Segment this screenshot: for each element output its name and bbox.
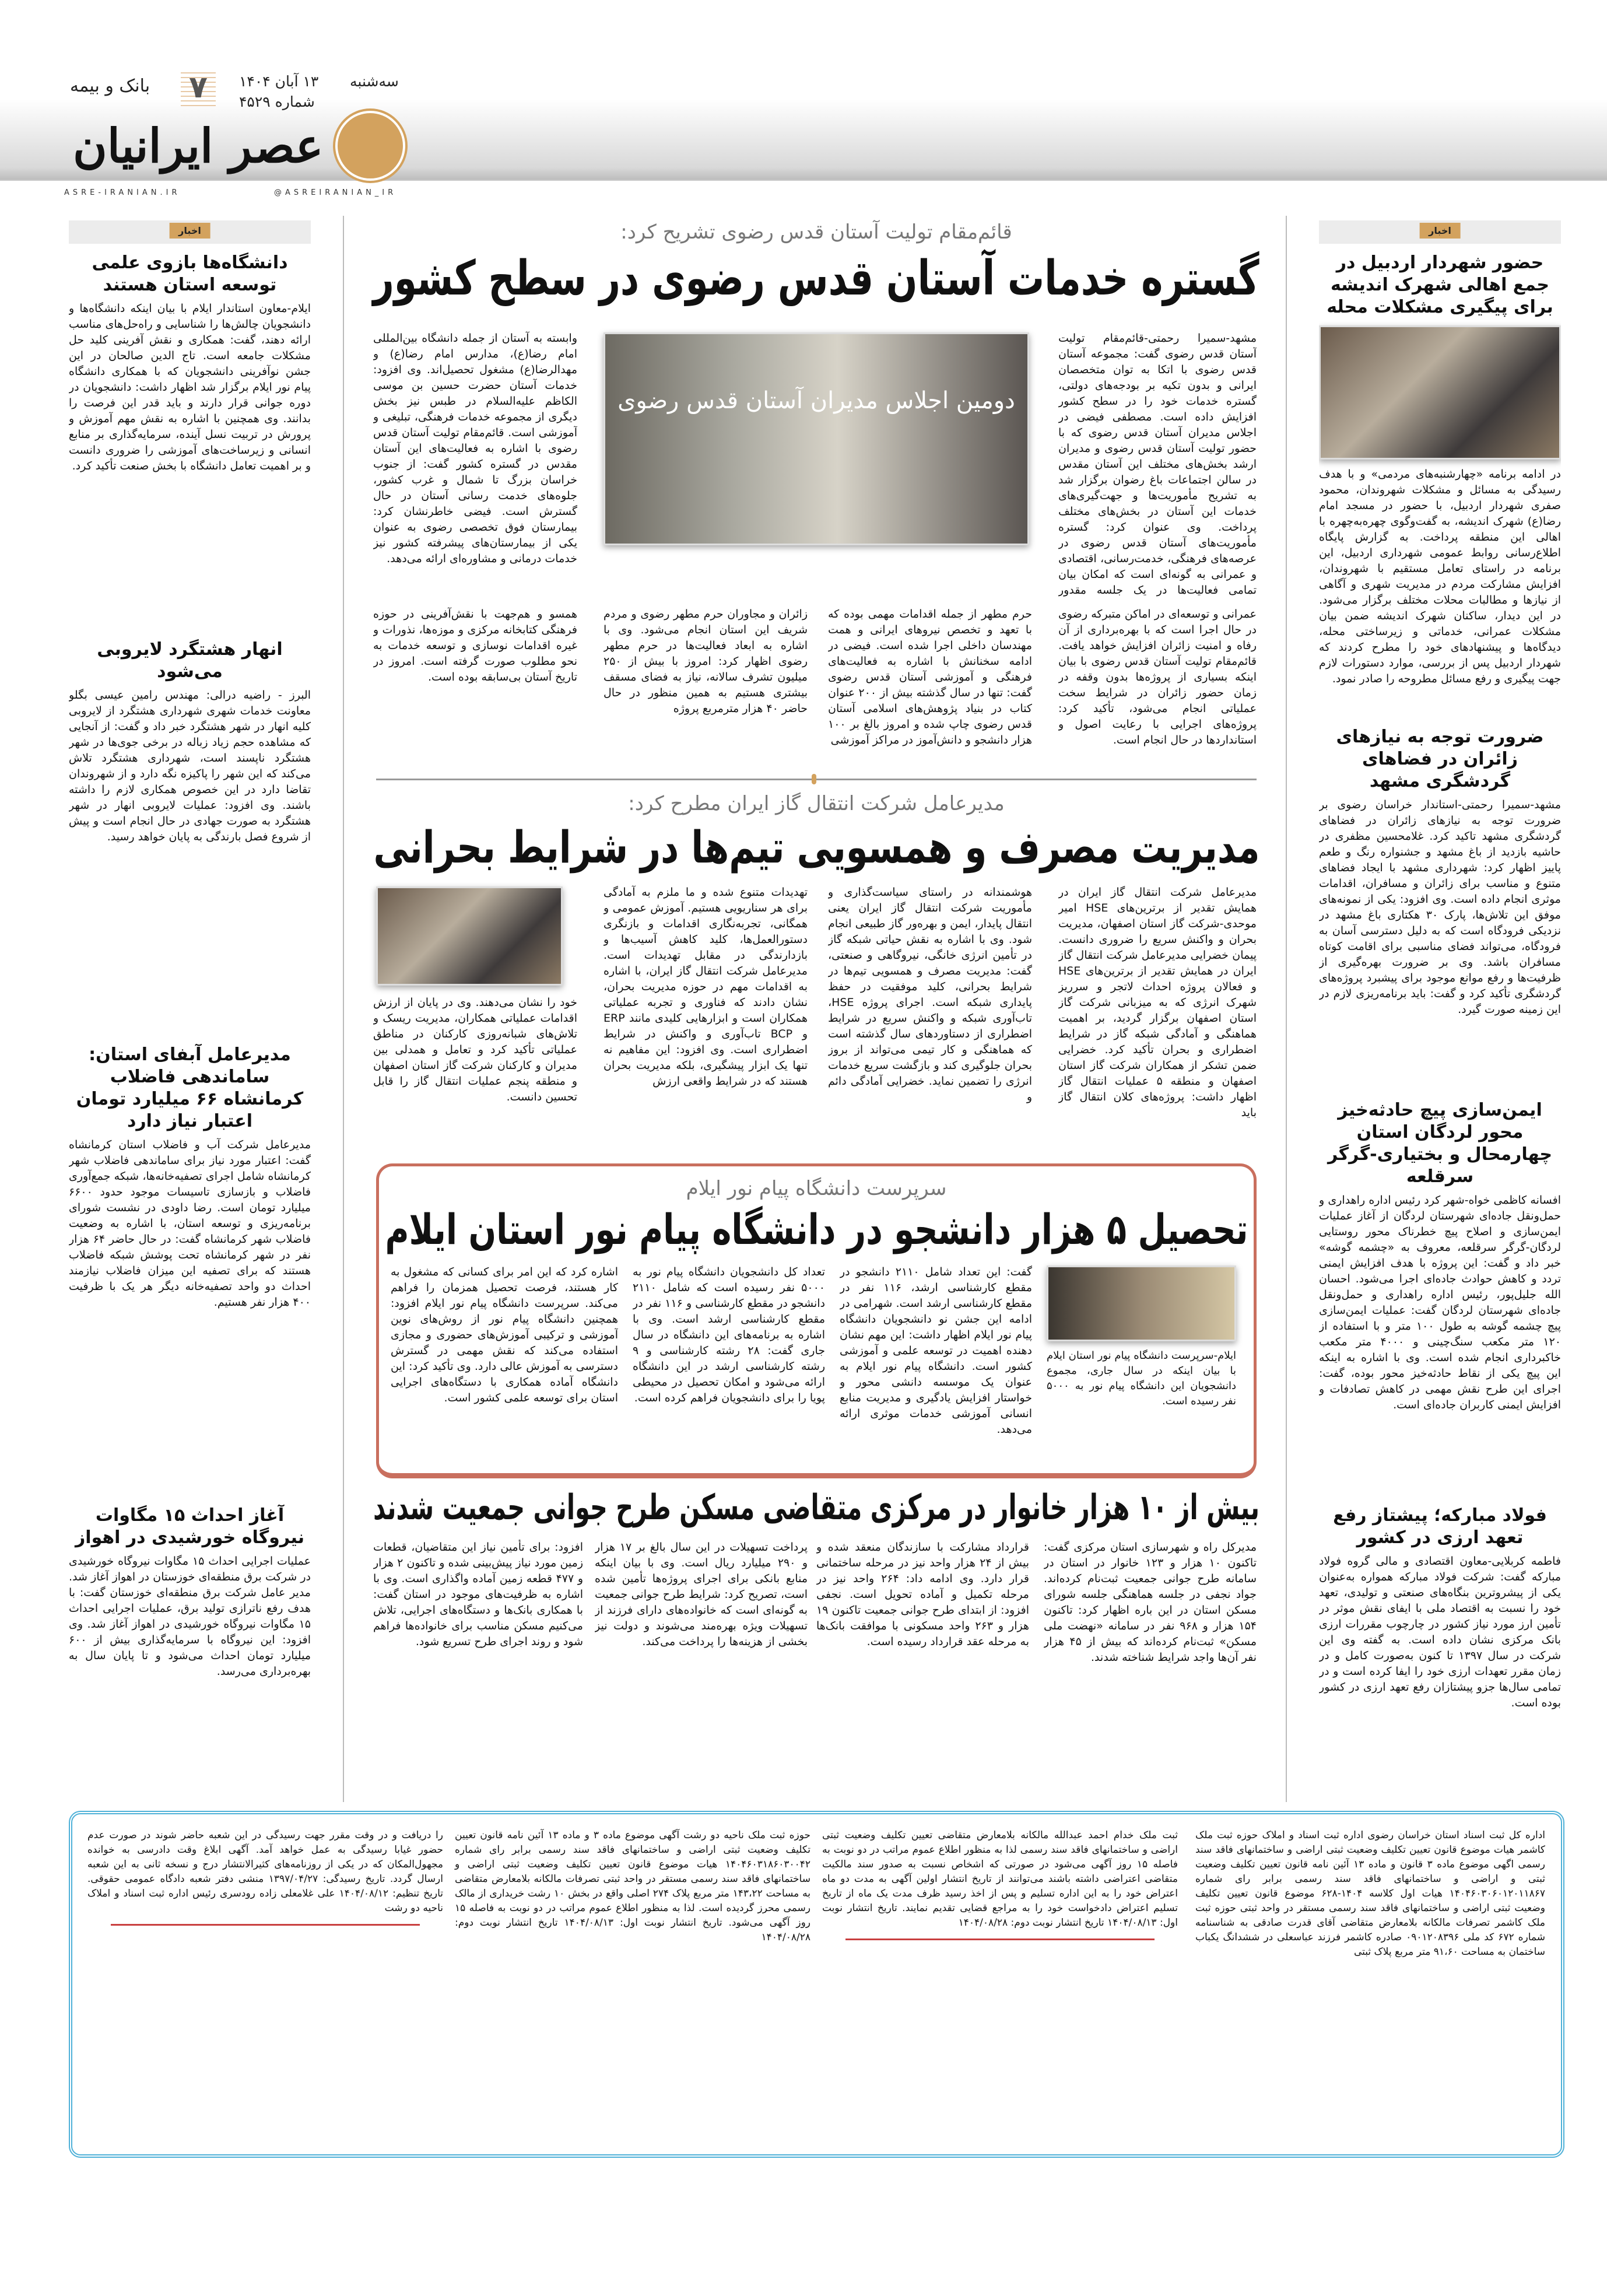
story-kicker: قائم‌مقام تولیت آستان قدس رضوی تشریح کرد:: [620, 220, 1012, 244]
news-item: [69, 252, 311, 625]
notice-divider: [111, 1924, 420, 1926]
newspaper-logo: [61, 117, 411, 181]
article-column: افزود: برای تأمین نیاز این متقاضیان، قطعات زمین مورد نیاز پیش‌بینی شده و تاکنون ۲ هزار و ۴۷۷ قطعه زمین آماده واگذاری است. وی با اشاره به ظرفیت‌های موجود در استان گفت: با همکاری بانک‌ها و دستگاه‌های اجرایی، تلاش می‌کنیم مسکن مناسب برای خانواده‌ها فراهم شود و روند اجرای طرح تسریع شود.: [373, 1541, 583, 1648]
legal-notice: را دریافت و در وقت مقرر جهت رسیدگی در این شعبه حاضر شوند در صورت عدم حضور غیابا رسیدگی به عمل خواهد آمد. آگهی ابلاغ وقت دادرسی به خوانده مجهول‌المکان که در یکی از روزنامه‌های کثیرالانتشار درج و نسخه ثانی به این شعبه ارسال گردد. تاریخ رسیدگی: ۱۳۹۷/۰۴/۲۷ منشی دفتر شعبه دادگاه عمومی حقوقی. تاریخ تنظیم: ۱۴۰۴/۰۸/۱۲ علی غلامعلی زاده رودسری رئیس اداره ثبت اسناد و املاک ناحیه دو رشت: [87, 1829, 443, 1914]
date: ۱۳ آبان ۱۴۰۴: [239, 73, 319, 90]
lead-headline[interactable]: گستره خدمات آستان قدس رضوی در سطح کشور: [373, 251, 1259, 306]
news-body: مدیرعامل شرکت آب و فاضلاب استان کرمانشاه گفت: اعتبار مورد نیاز برای ساماندهی فاضلاب شهر کرمانشاه شامل اجرای تصفیه‌خانه‌ها، شبکه جمع‌آوری فاضلاب و بازسازی تاسیسات موجود حدود ۶۶۰۰ میلیارد تومان است. رضا داودی در نشست شورای برنامه‌ریزی و توسعه استان، با اشاره به وضعیت فاضلاب شهر کرمانشاه گفت: در حال حاضر ۶۴ هزار نفر در شهر کرمانشاه تحت پوشش شبکه فاضلاب هستند که برای تصفیه این میزان فاضلاب نیازمند احداث دو واحد تصفیه‌خانه دیگر هر یک با ظرفیت ۴۰۰ هزار نفر هستیم.: [69, 1138, 311, 1309]
notice-column: [1195, 1828, 1545, 2143]
news-headline[interactable]: دانشگاه‌ها بازوی علمی توسعه استان هستند: [92, 253, 288, 295]
separator-ornament: [812, 774, 816, 784]
news-headline[interactable]: فولاد مبارکه؛ پیشتاز رفع تعهد ارزی در کشور: [1333, 1505, 1547, 1548]
section-tab: [69, 220, 311, 244]
news-item: [1319, 252, 1561, 713]
section-tab-label: اخبار: [1419, 223, 1461, 239]
news-headline[interactable]: مدیرعامل آبفای استان: ساماندهی فاضلاب کرمانشاه ۶۶ میلیارد تومان اعتبار نیاز دارد: [76, 1044, 304, 1131]
legal-notice: اداره کل ثبت اسناد استان خراسان رضوی اداره ثبت اسناد و املاک حوزه ثبت ملک کاشمر هیات موضوع قانون تعیین تکلیف وضعیت ثبتی اراضی و ساختمانهای فاقد سند رسمی اگهی موضوع ماده ۳ قانون و ماده ۱۳ آئین نامه قانون تعیین تکلیف وضعیت ثبتی و اراضی و ساختمانهای فاقد سند رسمی برابر رای شماره ۱۴۰۴۶۰۳۰۶۰۱۲۰۱۱۸۶۷ هیات اول کلاسه ۱۴۰۴-۶۲۸ موضوع قانون تعیین تکلیف وضعیت ثبتی اراضی و ساختمانهای فاقد سند رسمی مستقر در واحد ثبتی حوزه ثبت ملک کاشمر تصرفات مالکانه بلامعارض متقاضی آقای قدرت صادقی به شناسنامه شماره ۶۷۲ کد ملی ۰۹۰۱۲۰۸۳۹۶ صادره کاشمر فرزند عباسعلی در ششدانگ یکباب ساختمان به مساحت ۹۱،۶۰ متر مربع پلاک ثبتی: [1195, 1829, 1545, 1958]
article-column: زائران و مجاوران حرم مطهر رضوی و مردم شریف این استان انجام می‌شود. وی با اشاره به ابعاد فعالیت‌ها در حرم مطهر رضوی اظهار کرد: امروز با بیش از ۲۵۰ میلیون تشرف سالانه، نیاز به فضای مسقف بیشتری هستیم به همین منظور در حال حاضر ۴۰ هزار مترمربع پروژه: [603, 608, 808, 715]
article-column: همسو و هم‌جهت با نقش‌آفرینی در حوزه فرهنگی کتابخانه مرکزی و موزه‌ها، نذورات و غیره اقدامات نوسازی و توسعه خدمات به نحو مطلوب صورت گرفته است. امروز در تاریخ آستان بی‌سابقه بوده است.: [373, 608, 577, 683]
article-column: تهدیدات متنوع شده و ما ملزم به آمادگی برای هر سناریویی هستیم. آموزش عمومی و همگانی، تجربه‌نگاری اقدامات و بازنگری دستورالعمل‌ها، کلید کاهش آسیب‌ها و بازدارندگی در مقابل تهدیدات است. مدیرعامل شرکت انتقال گاز ایران، با اشاره به اقدامات مهم در حوزه مدیریت بحران، نشان دادند که فناوری و تجربه عملیاتی همکاران است و ابزارهایی کلیدی مانند ERP و BCP تاب‌آوری و واکنش در شرایط اضطراری است. وی افزود: این مفاهیم نه تنها یک ابزار پیشگیری، بلکه مدیریت بحران هستند که در شرایط واقعی ارزش: [603, 886, 808, 1088]
news-headline[interactable]: آغاز احداث ۱۵ مگاوات نیروگاه خورشیدی در اهواز: [75, 1505, 304, 1548]
news-body: افسانه کاظمی خواه-شهر کرد رئیس اداره راهداری و حمل‌ونقل جاده‌ای شهرستان لردگان از آغاز عملیات ایمن‌سازی و اصلاح پیچ خطرناک محور روستایی لردگان-گرگر سرقلعه، معروف به «چشمه گوشه» خبر داد و گفت: این پروژه با هدف افزایش ایمنی تردد و کاهش حوادث جاده‌ای اجرا می‌شود. احسان الله جلیل‌پور، رئیس اداره راهداری و حمل‌ونقل جاده‌ای شهرستان لردگان گفت: عملیات ایمن‌سازی پیچ چشمه گوشه به طول ۱۰۰ متر و با استفاده از ۱۲۰ متر مکعب سنگ‌چینی و ۴۰۰۰ متر مکعب خاکبرداری انجام شده است. وی با اشاره به اینکه این پیچ یکی از نقاط حادثه‌خیز محور بوده، گفت: اجرای این طرح نقش مهمی در کاهش تصادفات و افزایش ایمنی کاربران جاده‌ای است.: [1319, 1194, 1561, 1411]
news-body: عملیات اجرایی احداث ۱۵ مگاوات نیروگاه خورشیدی در شرکت برق منطقه‌ای خوزستان در اهواز آغاز شد. مدیر عامل شرکت برق منطقه‌ای خوزستان گفت: با هدف رفع ناترازی تولید برق، عملیات اجرایی احداث ۱۵ مگاوات نیروگاه خورشیدی در اهواز آغاز شد. وی افزود: این نیروگاه با سرمایه‌گذاری بیش از ۶۰۰ میلیارد تومان احداث می‌شود و تا پایان سال به بهره‌برداری می‌رسد.: [69, 1555, 311, 1678]
story-kicker: مدیرعامل شرکت انتقال گاز ایران مطرح کرد:: [628, 792, 1005, 815]
social-handle[interactable]: @ASREIRANIAN_IR: [274, 188, 397, 197]
article-column: گفت: این تعداد شامل ۲۱۱۰ دانشجو در مقطع کارشناسی ارشد، ۱۱۶ نفر در مقطع کارشناسی ارشد است. شهرامی در ادامه این جشن نو دانشجویان دانشگاه پیام نور ایلام اظهار داشت: این مهم نشان دهنده اهمیت در توسعه علمی و آموزشی کشور است. دانشگاه پیام نور ایلام به عنوان یک موسسه دانشی محور و خواستار افزایش یادگیری و مدیریت منابع انسانی آموزشی خدمات موثری ارائه می‌دهد.: [840, 1266, 1032, 1436]
gas-conference-photo: [376, 886, 563, 986]
news-headline[interactable]: ایمن‌سازی پیچ حادثه‌خیز محور لردگان استان چهارمحال و بختیاری-گرگر سرقلعه: [1327, 1100, 1553, 1187]
legal-notice: ثبت ملک خدام احمد عبدالله مالکانه بلامعارض متقاضی تعیین تکلیف وضعیت ثبتی اراضی و ساختمانهای فاقد سند رسمی لذا به منظور اطلاع عموم مراتب در دو نوبت به فاصله ۱۵ روز آگهی می‌شود در صورتی که اشخاص نسبت به صدور سند مالکیت متقاضی اعتراضی داشته باشند می‌توانند از تاریخ انتشار اولین آگهی به مدت دو ماه اعتراض خود را به این اداره تسلیم و پس از اخذ رسید ظرف مدت یک ماه از تاریخ تسلیم اعتراض دادخواست خود را به مراجع قضایی تقدیم نمایند. تاریخ انتشار نوبت اول: ۱۴۰۴/۰۸/۱۳ تاریخ انتشار نوبت دوم: ۱۴۰۴/۰۸/۲۸: [822, 1829, 1178, 1929]
news-item: [1319, 726, 1561, 1088]
news-body: فاطمه کربلایی-معاون اقتصادی و مالی گروه فولاد مبارکه گفت: شرکت فولاد مبارکه همواره به‌عنوان یکی از پیشروترین بنگاه‌های صنعتی و تولیدی، تعهد خود را نسبت به اقتصاد ملی با ایفای نقش موثر در تأمین ارز مورد نیاز کشور در چارچوب مقررات ارزی بانک مرکزی نشان داده است. به گفته وی این شرکت در سال ۱۳۹۷ تا کنون به‌صورت کامل و در زمان مقرر تعهدات ارزی خود را ایفا کرده است و در تمامی سال‌ها جزو پیشتازان رفع تعهد ارزی در کشور بوده است.: [1319, 1555, 1561, 1709]
section-title: بانک و بیمه: [70, 76, 150, 96]
story-headline[interactable]: مدیریت مصرف و همسویی تیم‌ها در شرایط بحرانی: [373, 821, 1259, 873]
section-tab: [1319, 220, 1561, 244]
story-kicker: سرپرست دانشگاه پیام نور ایلام: [686, 1177, 947, 1200]
news-headline[interactable]: ضرورت توجه به نیازهای زائران در فضاهای گردشگری مشهد: [1336, 727, 1544, 791]
section-separator: [376, 779, 1257, 780]
logo-wordmark: عصر ایرانیان: [73, 118, 324, 173]
notice-divider: [845, 1939, 1155, 1940]
article-column: عمرانی و توسعه‌ای در اماکن متبرکه رضوی در حال اجرا است که با بهره‌برداری از آن رفاه و امنیت زائران افزایش خواهد یافت. قائم‌مقام تولیت آستان قدس رضوی با بیان اینکه بسیاری از پروژه‌ها بدون وقفه در زمان حضور زائران در شرایط سخت عملیاتی انجام می‌شود، تأکید کرد: پروژه‌های اجرایی با رعایت اصول و استانداردها در حال انجام است.: [1058, 608, 1257, 746]
news-body: ایلام-معاون استاندار ایلام با بیان اینکه دانشگاه‌ها و دانشجویان چالش‌ها را شناسایی و راه‌حل‌های مناسب ارائه دهند، گفت: همکاری و نقش آفرینی کلید حل مشکلات جامعه است. تاج الدین صالحان در این جشن نوآفرینی دانشجویان که با همکاری دانشگاه پیام نور ایلام برگزار شد اظهار داشت: دانشجویان در دوره جوانی قرار دارند و باید قدر این فرصت را بدانند. وی همچنین با اشاره به نقش مهم آموزش و پرورش در تربیت نسل آینده، سرمایه‌گذاری بر منابع انسانی و زیرساخت‌های آموزشی را ضروری دانست و بر اهمیت تعامل دانشگاه با بخش صنعت تأکید کرد.: [69, 302, 311, 472]
story-headline[interactable]: تحصیل ۵ هزار دانشجو در دانشگاه پیام نور استان ایلام: [385, 1205, 1248, 1254]
article-column: پرداخت تسهیلات در این سال بالغ بر ۱۷ هزار و ۲۹۰ میلیارد ریال است. وی با بیان اینکه منابع بانکی برای اجرای پروژه‌ها تأمین شده است، تصریح کرد: شرایط طرح جوانی جمعیت به گونه‌ای است که خانواده‌های دارای فرزند از تسهیلات ویژه بهره‌مند می‌شوند و دولت نیز بخشی از هزینه‌ها را پرداخت می‌کند.: [595, 1541, 808, 1648]
logo-emblem: [335, 111, 405, 181]
news-item: [1319, 1505, 1561, 1796]
news-item: [69, 639, 311, 1023]
news-body: در ادامه برنامه «چهارشنبه‌های مردمی» و با هدف رسیدگی به مسائل و مشکلات شهروندان، محمود صفری شهردار اردبیل، با حضور در مسجد امام رضا(ع) شهرک اندیشه، به گفت‌وگوی چهره‌به‌چهره با اهالی این منطقه پرداخت. به گزارش پایگاه اطلاع‌رسانی روابط عمومی شهرداری اردبیل، این برنامه در راستای تعامل مستقیم با شهروندان، افزایش مشارکت مردم در مدیریت شهری و آگاهی از نیازها و مطالبات محلات مختلف برگزار می‌شود. در این دیدار، ساکنان شهرک اندیشه ضمن بیان مشکلات عمرانی، خدماتی و زیرساختی محله، دیدگاه‌ها و پیشنهادهای خود را مطرح کردند که شهردار اردبیل پس از بررسی، موارد دستورات لازم جهت پیگیری و رفع مسائل مطروحه را صادر نمود.: [1319, 468, 1561, 685]
notice-column: [87, 1828, 443, 2143]
notice-column: [455, 1828, 810, 2143]
article-column: وابسته به آستان از جمله دانشگاه بین‌المللی امام رضا(ع)، مدارس امام رضا(ع) و مهدالرضا(ع) مشغول تحصیل‌اند. وی افزود: خدمات آستان حضرت حسین بن موسی الکاظم علیه‌السلام در طبس نیز بخش دیگری از مجموعه خدمات فرهنگی، تبلیغی و آموزشی است. قائم‌مقام تولیت آستان قدس رضوی با اشاره به فعالیت‌های این آستان مقدس در گستره کشور گفت: از جنوب خراسان بزرگ تا شمال و غرب کشور، جلوه‌های خدمت رسانی آستان در حال گسترش است. فیضی خاطرنشان کرد: بیمارستان فوق تخصصی رضوی به عنوان یکی از بیمارستان‌های پیشرفته کشور نیز خدمات درمانی و مشاوره‌ای ارائه می‌دهد.: [373, 332, 577, 565]
news-body: مشهد-سمیرا رحمتی-استاندار خراسان رضوی بر ضرورت توجه به نیازهای زائران در فضاهای گردشگری مشهد تاکید کرد. غلامحسین مظفری در حاشیه بازدید از باغ مشهد و جشنواره رنگ و طعم پاییز اظهار کرد: شهرداری مشهد با ایجاد فضاهای متنوع و مناسب برای زائران و مسافران، اقدامات موثری انجام داده است. وی افزود: یکی از نمونه‌های موفق این تلاش‌ها، پارک ۳۰ هکتاری باغ مشهد در نزدیکی فرودگاه است که به دلیل دسترسی آسان به فرودگاه، می‌تواند فضای مناسبی برای اقامت کوتاه مسافران باشد. وی بر ضرورت بهره‌گیری از ظرفیت‌ها و رفع موانع موجود برای پیشبرد پروژه‌های گردشگری تأکید کرد و گفت: باید برنامه‌ریزی لازم در این زمینه صورت گیرد.: [1319, 798, 1561, 1016]
news-body: البرز - راضیه درالی: مهندس رامین عیسی بگلو معاونت خدمات شهری شهرداری هشتگرد از لایروبی کلیه انهار در شهر هشتگرد خبر داد و گفت: از آنجایی که مشاهده حجم زیاد زباله در برخی جوی‌ها در شهر هشتگرد ناپسند است، شهرداری هشتگرد تلاش می‌کند که این شهر را پاکیزه نگه دارد و از شهروندان تقاضا دارد در این خصوص همکاری لازم را داشته باشند. وی افزود: عملیات لایروبی انهار در شهر هشتگرد به صورت جهادی در حال انجام است و پیش از شروع فصل بارندگی به پایان خواهد رسید.: [69, 689, 311, 843]
article-column: اشاره کرد که این امر برای کسانی که مشغول به کار هستند، فرصت تحصیل همزمان را فراهم می‌کند. سرپرست دانشگاه پیام نور ایلام افزود: همچنین دانشگاه پیام نور از روش‌های نوین آموزشی و ترکیبی آموزش‌های حضوری و مجازی استفاده می‌کند که نقش مهمی در گسترش دسترسی به آموزش عالی دارد. وی تأکید کرد: این دانشگاه آماده همکاری با دستگاه‌های اجرایی استان برای توسعه علمی کشور است.: [391, 1266, 618, 1404]
news-item: [69, 1505, 311, 1796]
article-column: هوشمندانه در راستای سیاست‌گذاری و مأموریت شرکت انتقال گاز ایران یعنی انتقال پایدار، ایمن و بهره‌ور گاز طبیعی انجام شود. وی با اشاره به نقش حیاتی شبکه گاز در تأمین انرژی خانگی، نیروگاهی و صنعتی، گفت: مدیریت مصرف و همسویی تیم‌ها در شرایط بحرانی، کلید موفقیت در حفظ پایداری شبکه است. اجرای پروژه HSE، تاب‌آوری شبکه و واکنش سریع در شرایط اضطراری از دستاوردهای سال گذشته است که هماهنگی و کار تیمی می‌تواند از بروز بحران جلوگیری کند و بازگشت سریع خدمات انرژی را تضمین نماید. خضرایی آمادگی دائم و: [828, 886, 1032, 1103]
news-item: [69, 1044, 311, 1487]
article-column: مدیرکل راه و شهرسازی استان مرکزی گفت: تاکنون ۱۰ هزار و ۱۲۳ خانوار در استان در سامانه طرح جوانی جمعیت ثبت‌نام کرده‌اند. جواد نجفی در جلسه هماهنگی جلسه شورای مسکن استان در این باره اظهار کرد: تاکنون ۱۵۴ هزار و ۹۶۸ نفر در سامانه «نهضت ملی مسکن» ثبت‌نام کرده‌اند که بیش از ۴۵ هزار نفر آن‌ها واجد شرایط شناخته شدند.: [1044, 1541, 1257, 1664]
article-column: تعداد کل دانشجویان دانشگاه پیام نور به ۵۰۰۰ نفر رسیده است که شامل ۲۱۱۰ دانشجو در مقطع کارشناسی و ۱۱۶ نفر در مقطع کارشناسی ارشد است. وی با اشاره به برنامه‌های این دانشگاه در سال جاری گفت: ۲۸ رشته کارشناسی و ۹ رشته کارشناسی ارشد در این دانشگاه ارائه می‌شود و امکان تحصیل در محیطی پویا را برای دانشجویان فراهم کرده است.: [633, 1266, 825, 1404]
issue-number: شماره ۴۵۲۹: [239, 93, 315, 110]
article-column: خود را نشان می‌دهند. وی در پایان از ارزش اقدامات عملیاتی همکاران، مدیریت ریسک و تلاش‌های شبانه‌روزی کارکنان در مناطق عملیاتی تأکید کرد و تعامل و همدلی بین مدیران و کارکنان شرکت گاز استان اصفهان و منطقه پنجم عملیات انتقال گاز را قابل تحسین دانست.: [373, 996, 577, 1103]
news-item: [1319, 1099, 1561, 1493]
weekday: سه‌شنبه: [350, 73, 399, 90]
news-headline[interactable]: حضور شهردار اردبیل در جمع اهالی شهرک اندیشه برای پیگیری مشکلات محله: [1327, 253, 1553, 317]
column-divider: [1286, 216, 1287, 1802]
lead-photo: [603, 332, 1029, 545]
section-tab-label: اخبار: [169, 223, 210, 239]
university-ceremony-photo: [1047, 1266, 1236, 1341]
article-column: مدیرعامل شرکت انتقال گاز ایران در همایش تقدیر از برترین‌های HSE امیر موحدی-شرکت گاز استان اصفهان، مدیریت بحران و واکنش سریع را ضروری دانست. پیمان خضرایی مدیرعامل شرکت انتقال گاز ایران در همایش تقدیر از برترین‌های HSE و فعالان پروژه احداث لاتجر و سرریز شهرک انرژی که به میزبانی شرکت گاز استان اصفهان برگزار گردید، بر اهمیت هماهنگی و آمادگی شبکه گاز در شرایط اضطراری و بحران تأکید کرد. خضرایی ضمن تشکر از همکاران شرکت گاز استان اصفهان و منطقه ۵ عملیات انتقال گاز اظهار داشت: پروژه‌های کلان انتقال گاز باید: [1058, 886, 1257, 1119]
page-number: ۷: [181, 69, 216, 106]
news-headline[interactable]: انهار هشتگرد لایروبی می‌شود: [97, 639, 283, 682]
article-column: حرم مطهر از جمله اقدامات مهمی بوده که با تعهد و تخصص نیروهای ایرانی و همت مهندسان داخلی اجرا شده است. فیضی در ادامه سخنانش با اشاره به فعالیت‌های فرهنگی و آموزشی آستان قدس رضوی گفت: تنها در سال گذشته بیش از ۲۰۰ عنوان کتاب در بنیاد پژوهش‌های اسلامی آستان قدس رضوی چاپ شده و امروز بالغ بر ۱۰۰ هزار دانشجو و دانش‌آموز در مراکز آموزشی: [828, 608, 1032, 746]
article-column: قرارداد مشارکت با سازندگان منعقد شده و بیش از ۲۴ هزار واحد نیز در مرحله ساختمانی قرار دارد. وی ادامه داد: ۲۶۴ واحد نیز در مرحله تکمیل و آماده تحویل است. نجفی افزود: از ابتدای طرح جوانی جمعیت تاکنون ۱۹ هزار و ۲۶۳ واحد مسکونی با موافقت بانک‌ها به مرحله عقد قرارداد رسیده است.: [816, 1541, 1029, 1648]
story-headline[interactable]: بیش از ۱۰ هزار خانوار در مرکزی متقاضی مسکن طرح جوانی جمعیت شدند: [373, 1487, 1259, 1528]
article-column: مشهد-سمیرا رحمتی-قائم‌مقام تولیت آستان قدس رضوی گفت: مجموعه آستان قدس رضوی با اتکا به توان متخصصان ایرانی و بدون تکیه بر بودجه‌های دولتی، گستره خدمات خود را در سطح کشور افزایش داده است. مصطفی فیضی در اجلاس مدیران آستان قدس رضوی که با حضور تولیت آستان قدس رضوی و مدیران ارشد بخش‌های مختلف این آستان مقدس در سالن اجتماعات باغ رضوان برگزار شد به تشریح مأموریت‌ها و جهت‌گیری‌های خدمات این آستان در بخش‌های مختلف پرداخت. وی عنوان کرد: گستره مأموریت‌های آستان قدس رضوی در عرصه‌های فرهنگی، خدمت‌رسانی، اقتصادی و عمرانی به گونه‌ای است که امکان بیان تمامی فعالیت‌ها در یک جلسه مقدور: [1058, 332, 1257, 597]
legal-notice: حوزه ثبت ملک ناحیه دو رشت آگهی موضوع ماده ۳ و ماده ۱۳ آئین نامه قانون تعیین تکلیف وضعیت ثبتی اراضی و ساختمانهای فاقد سند رسمی برابر رای شماره ۱۴۰۴۶۰۳۱۸۶۰۳۰۰۴۲ هیات موضوع قانون تعیین تکلیف وضعیت ثبتی اراضی و ساختمانهای فاقد سند رسمی مستقر در واحد ثبتی تصرفات مالکانه بلامعارض متقاضی به مساحت ۱۴۳،۲۲ متر مربع پلاک ۲۷۴ اصلی واقع در بخش ۱۰ رشت خریداری از مالک رسمی محرز گردیده است. لذا به منظور اطلاع عموم مراتب در دو نوبت به فاصله ۱۵ روز آگهی می‌شود. تاریخ انتشار نوبت اول: ۱۴۰۴/۰۸/۱۳ تاریخ انتشار نوبت دوم: ۱۴۰۴/۰۸/۲۸: [455, 1829, 810, 1943]
photo-banner-text: دومین اجلاس مدیران آستان قدس رضوی: [617, 387, 1015, 414]
column-divider: [343, 216, 344, 1802]
notice-column: [822, 1828, 1178, 2143]
website-url[interactable]: ASRE-IRANIAN.IR: [64, 188, 181, 197]
photo-caption: ایلام-سرپرست دانشگاه پیام نور استان ایلام با بیان اینکه در سال جاری، مجموع دانشجویان این دانشگاه پیام نور به ۵۰۰۰ نفر رسیده است.: [1047, 1349, 1236, 1407]
mayor-meeting-photo: [1319, 325, 1561, 460]
